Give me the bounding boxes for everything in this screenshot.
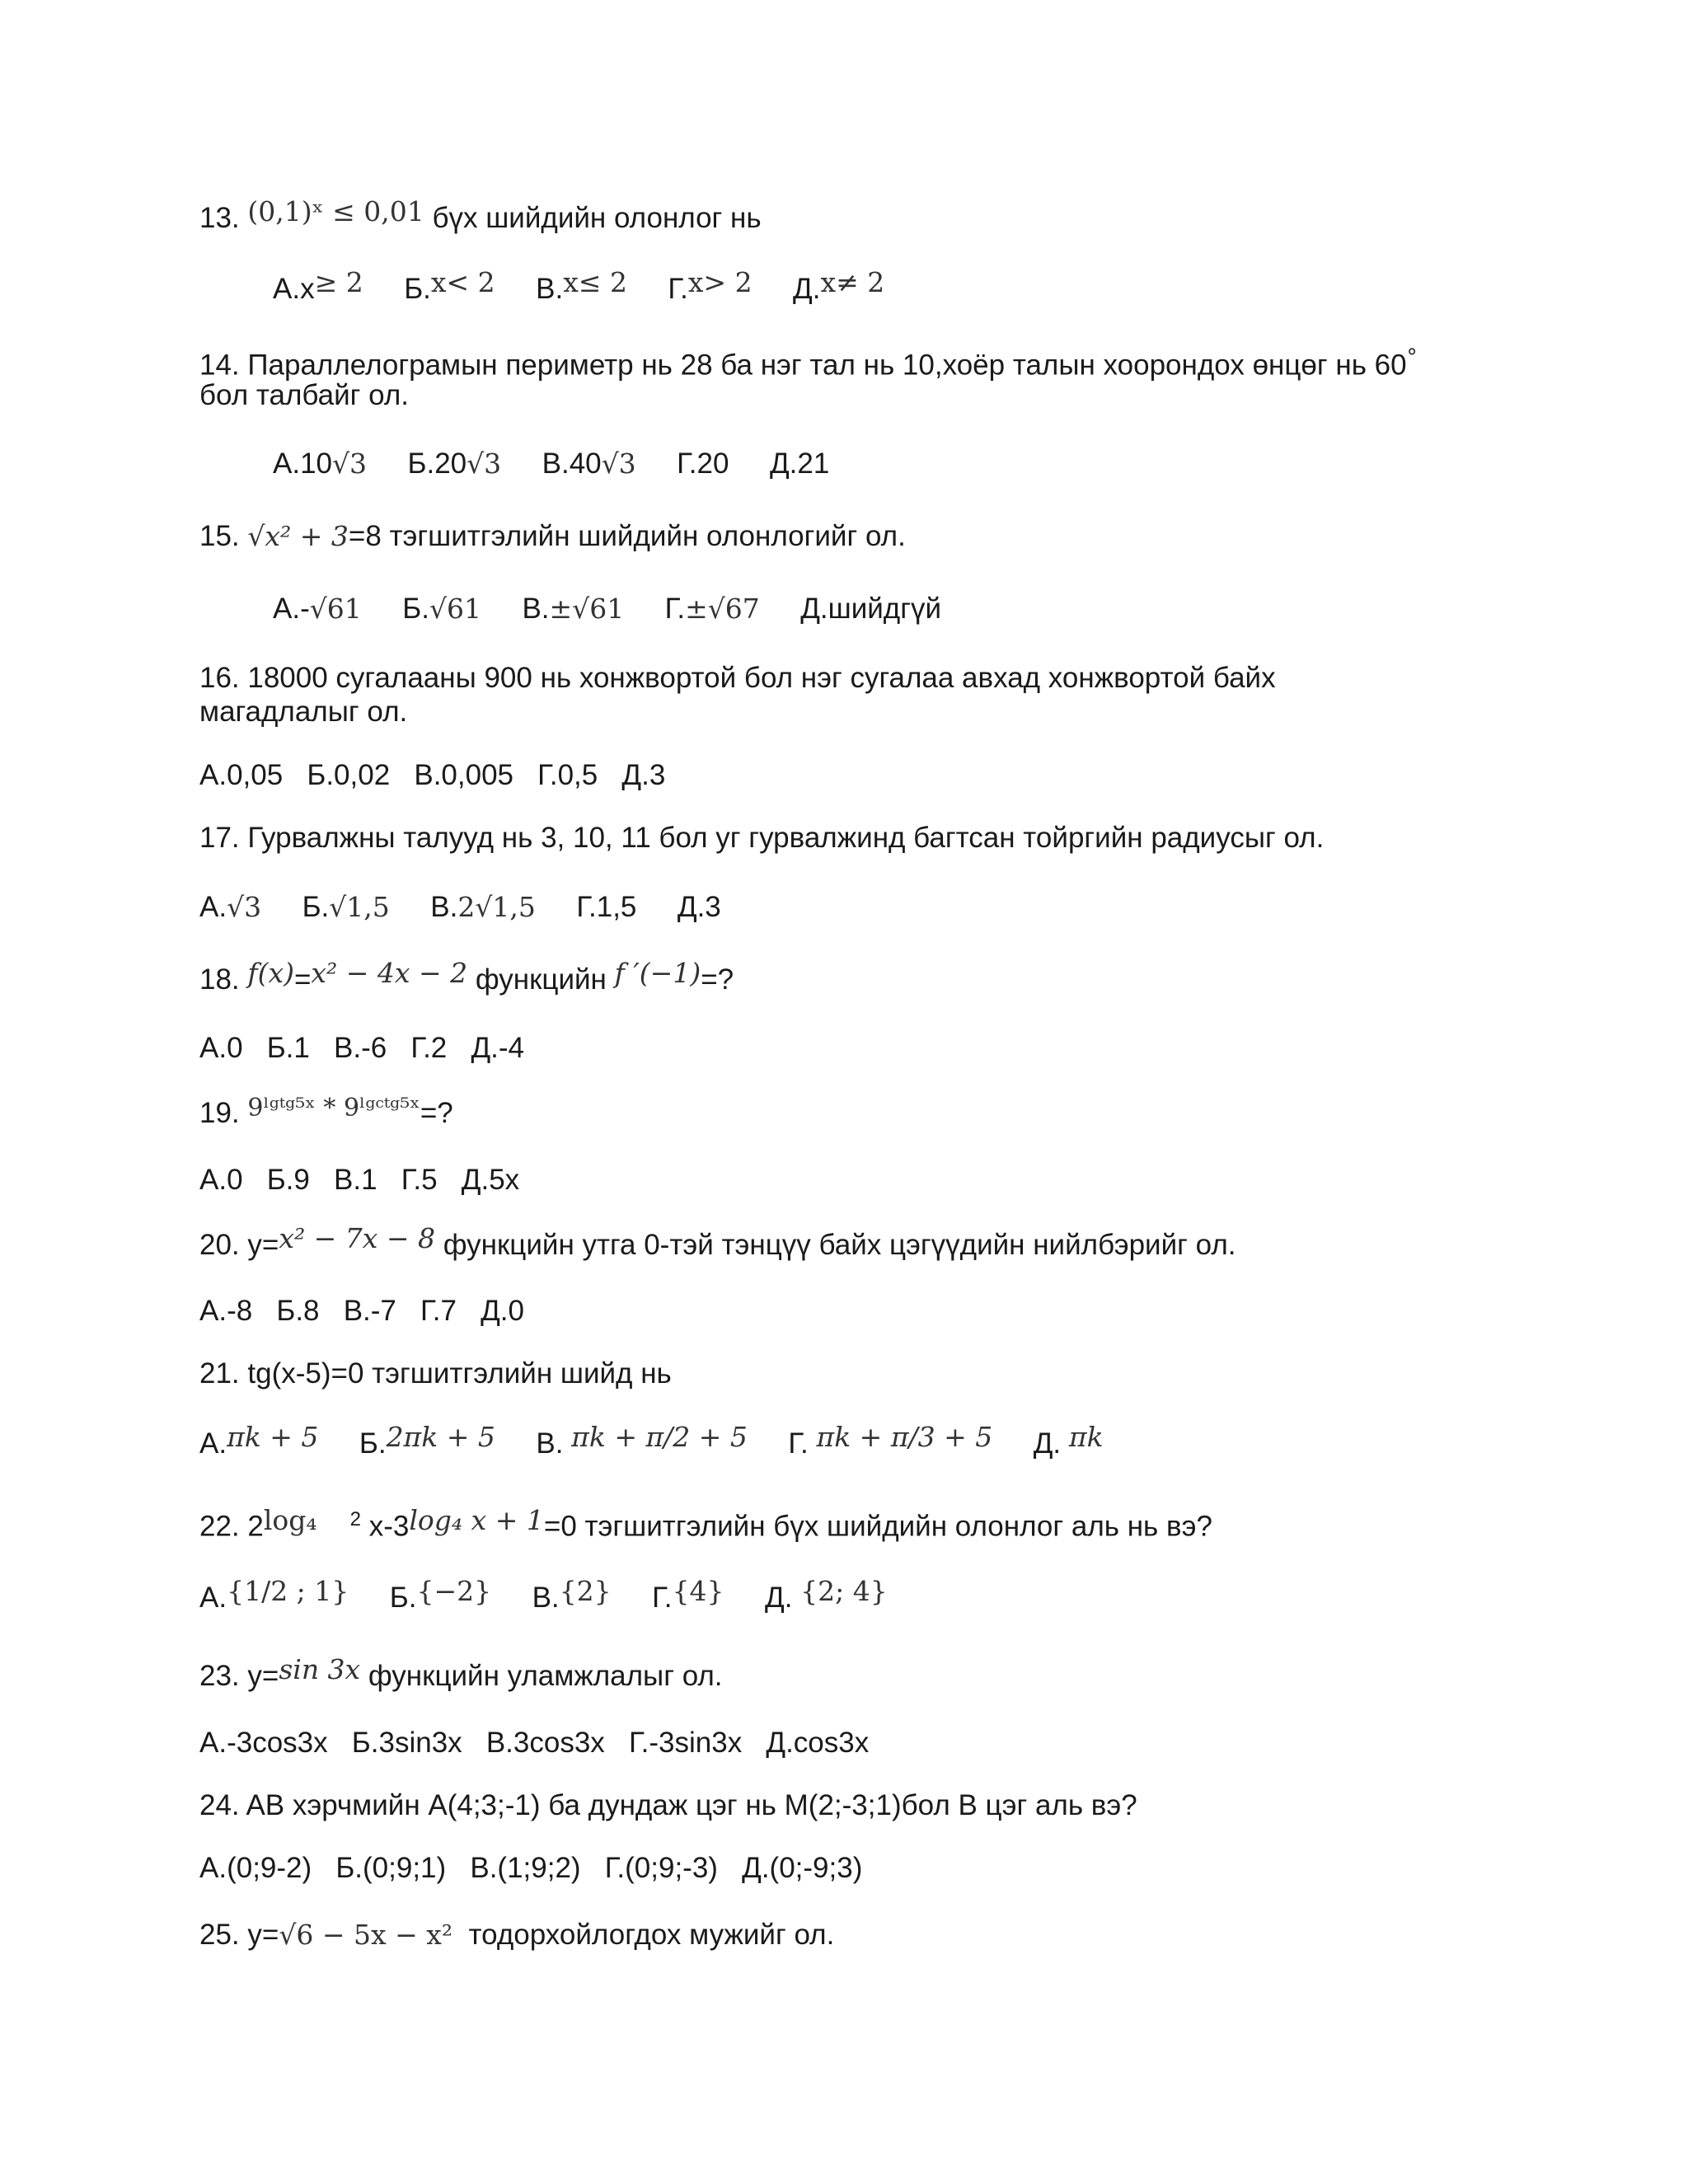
question-22-prefix: 22. 2 <box>199 1510 264 1543</box>
question-24-text: 24. AB хэрчмийн A(4;3;-1) ба дундаж цэг нь M(2;-3;1)бол B цэг аль вэ? <box>199 1789 1137 1821</box>
question-25-formula: √6 − 5x − x² <box>279 1919 453 1951</box>
option-g-math: ±√67 <box>685 593 760 625</box>
question-18-formula-f: f(x) <box>247 957 294 989</box>
option-g-math: πk + π/3 + 5 <box>816 1421 993 1453</box>
option-d-label: Д.3 <box>677 891 721 923</box>
question-18-text: функцийн <box>467 963 615 996</box>
option-d-label: Д. <box>793 273 821 305</box>
option-b-math: √1,5 <box>329 891 390 923</box>
option-v-label: В.40 <box>542 448 602 480</box>
question-17-options <box>199 890 721 925</box>
question-18-options-text: А.0 Б.1 В.-6 Г.2 Д.-4 <box>199 1032 524 1064</box>
option-a-math: {1/2 ; 1} <box>227 1575 349 1607</box>
question-15-options <box>273 592 941 626</box>
option-b-label: Б. <box>389 1582 417 1614</box>
option-v-math: ±√61 <box>549 593 625 625</box>
option-v-label: В. <box>536 1427 572 1460</box>
option-g-math: x> 2 <box>687 266 753 298</box>
option-v-label: В. <box>532 1582 560 1614</box>
question-number: 13. <box>199 202 240 234</box>
question-22-formula-log2: log₄ x + 1 <box>409 1503 544 1536</box>
question-20 <box>199 1222 1236 1263</box>
option-a-label: А. <box>199 1427 227 1460</box>
question-14-text: 14. Параллелограмын периметр нь 28 ба нэг тал нь 10,хоёр талын хоорондох өнцөг нь 60 <box>199 349 1407 382</box>
question-23-formula: sin 3x <box>279 1653 361 1685</box>
question-19-options <box>199 1163 519 1197</box>
option-b-math: 2πk + 5 <box>386 1421 495 1453</box>
option-a-math: √61 <box>309 593 362 625</box>
question-20-prefix: 20. y= <box>199 1229 279 1261</box>
option-g-label: Г. <box>788 1427 817 1460</box>
question-number: 18. <box>199 963 240 996</box>
question-21-options <box>199 1421 1104 1461</box>
option-v-math: πk + π/2 + 5 <box>571 1421 748 1453</box>
question-19-tail: =? <box>420 1097 453 1129</box>
question-18-formula-derivative: f ′(−1) <box>614 957 701 989</box>
question-14-options <box>273 447 829 481</box>
question-15 <box>199 519 906 554</box>
question-19-options-text: А.0 Б.9 В.1 Г.5 Д.5x <box>199 1164 520 1196</box>
option-d-label: Д. <box>764 1582 801 1614</box>
option-g-math: {4} <box>672 1575 724 1607</box>
option-g-label: Г.1,5 <box>576 891 637 923</box>
question-24 <box>199 1788 1137 1823</box>
option-v-math: 2√1,5 <box>457 891 536 923</box>
question-13-options <box>273 266 885 307</box>
option-v-label: В. <box>536 273 564 305</box>
option-a-label: А.x <box>273 273 315 305</box>
question-19 <box>199 1096 453 1132</box>
option-d-math: πk <box>1068 1421 1104 1453</box>
question-20-options-text: А.-8 Б.8 В.-7 Г.7 Д.0 <box>199 1295 524 1327</box>
option-v-label: В. <box>522 593 550 625</box>
option-b-math: x< 2 <box>430 266 495 298</box>
question-25-prefix: 25. y= <box>199 1919 279 1951</box>
question-18 <box>199 957 734 997</box>
question-14-text-cont: бол талбайг ол. <box>199 379 410 411</box>
option-d-label: Д.шийдгүй <box>800 593 942 625</box>
option-a-label: А.10 <box>273 448 332 480</box>
option-v-math: x≤ 2 <box>563 266 627 298</box>
question-13-formula: (0,1)ˣ ≤ 0,01 <box>247 195 424 227</box>
question-24-options <box>199 1851 862 1886</box>
option-a-math: √3 <box>332 448 368 480</box>
option-g-label: Г. <box>668 273 688 305</box>
option-d-math: {2; 4} <box>800 1575 888 1607</box>
question-13 <box>199 195 762 236</box>
question-20-formula: x² − 7x − 8 <box>279 1222 436 1254</box>
question-24-options-text: А.(0;9-2) Б.(0;9;1) В.(1;9;2) Г.(0;9;-3) Д.(0;-9;3) <box>199 1852 863 1884</box>
question-21-text: 21. tg(x-5)=0 тэгшитгэлийн шийд нь <box>199 1357 672 1390</box>
question-17 <box>199 821 1324 855</box>
question-21 <box>199 1357 672 1391</box>
option-a-label: А. <box>199 1582 227 1614</box>
question-16-options-text: А.0,05 Б.0,02 В.0,005 Г.0,5 Д.3 <box>199 759 666 791</box>
question-23-options-text: А.-3cos3x Б.3sin3x В.3cos3x Г.-3sin3x Д.cos3x <box>199 1727 870 1759</box>
question-16-line-1 <box>199 661 1276 696</box>
option-a-math: ≥ 2 <box>314 266 363 298</box>
option-v-label: В. <box>430 891 458 923</box>
question-23 <box>199 1653 723 1694</box>
option-g-label: Г.20 <box>677 448 729 480</box>
question-14-line-2 <box>199 378 409 413</box>
question-number: 15. <box>199 520 240 552</box>
question-25 <box>199 1918 834 1952</box>
option-a-label: А. <box>199 891 227 923</box>
option-b-math: √61 <box>429 593 481 625</box>
question-16-text-cont: магадлалыг ол. <box>199 696 408 728</box>
option-b-label: Б.20 <box>407 448 467 480</box>
question-15-text: =8 тэгшитгэлийн шийдийн олонлогийг ол. <box>348 520 906 552</box>
option-b-label: Б. <box>302 891 330 923</box>
degree-symbol: ° <box>1406 345 1418 370</box>
question-23-options <box>199 1726 869 1760</box>
question-14-line-1 <box>199 340 1418 383</box>
question-22 <box>199 1502 1212 1544</box>
option-b-label: Б. <box>404 273 431 305</box>
question-22-mid: x-3 <box>361 1510 410 1543</box>
question-22-options <box>199 1575 888 1615</box>
question-18-options <box>199 1031 524 1066</box>
option-b-math: √3 <box>467 448 502 480</box>
question-25-text: тодорхойлогдох мужийг ол. <box>452 1919 835 1951</box>
option-a-math: πk + 5 <box>227 1421 319 1453</box>
question-16-line-2 <box>199 695 407 729</box>
option-b-label: Б. <box>359 1427 387 1460</box>
question-18-tail: =? <box>701 963 734 996</box>
question-22-formula-log: log₄ <box>263 1503 317 1536</box>
option-b-math: {−2} <box>416 1575 492 1607</box>
option-g-label: Г. <box>652 1582 673 1614</box>
option-v-math: √3 <box>601 448 636 480</box>
question-16-options <box>199 758 665 793</box>
question-number: 19. <box>199 1097 240 1129</box>
equals-sign: = <box>293 963 312 996</box>
question-22-text: =0 тэгшитгэлийн бүх шийдийн олонлог аль нь вэ? <box>543 1510 1212 1543</box>
question-16-text: 16. 18000 сугалааны 900 нь хонжвортой бол нэг сугалаа авхад хонжвортой байх <box>199 662 1276 694</box>
option-d-label: Д.21 <box>769 448 830 480</box>
option-v-math: {2} <box>559 1575 612 1607</box>
option-a-math: √3 <box>227 891 262 923</box>
question-19-formula: 9ˡᵍᵗᵍ⁵ˣ * 9ˡᵍᶜᵗᵍ⁵ˣ <box>247 1094 420 1122</box>
question-15-formula: √x² + 3 <box>247 520 349 552</box>
question-23-text: функцийн уламжлалыг ол. <box>360 1660 723 1692</box>
question-13-text: бүх шийдийн олонлог нь <box>424 202 762 234</box>
question-20-options <box>199 1294 524 1329</box>
question-18-formula-poly: x² − 4x − 2 <box>311 957 468 989</box>
question-22-superscript: 2 <box>349 1508 361 1530</box>
question-17-text: 17. Гурвалжны талууд нь 3, 10, 11 бол уг гурвалжинд багтсан тойргийн радиусыг ол. <box>199 822 1325 854</box>
option-d-label: Д. <box>1033 1427 1069 1460</box>
question-23-prefix: 23. y= <box>199 1660 279 1692</box>
question-20-text: функцийн утга 0-тэй тэнцүү байх цэгүүдийн нийлбэрийг ол. <box>435 1229 1236 1261</box>
option-a-label: А.- <box>273 593 310 625</box>
option-g-label: Г. <box>664 593 686 625</box>
option-b-label: Б. <box>402 593 429 625</box>
option-d-math: x≠ 2 <box>820 266 885 298</box>
